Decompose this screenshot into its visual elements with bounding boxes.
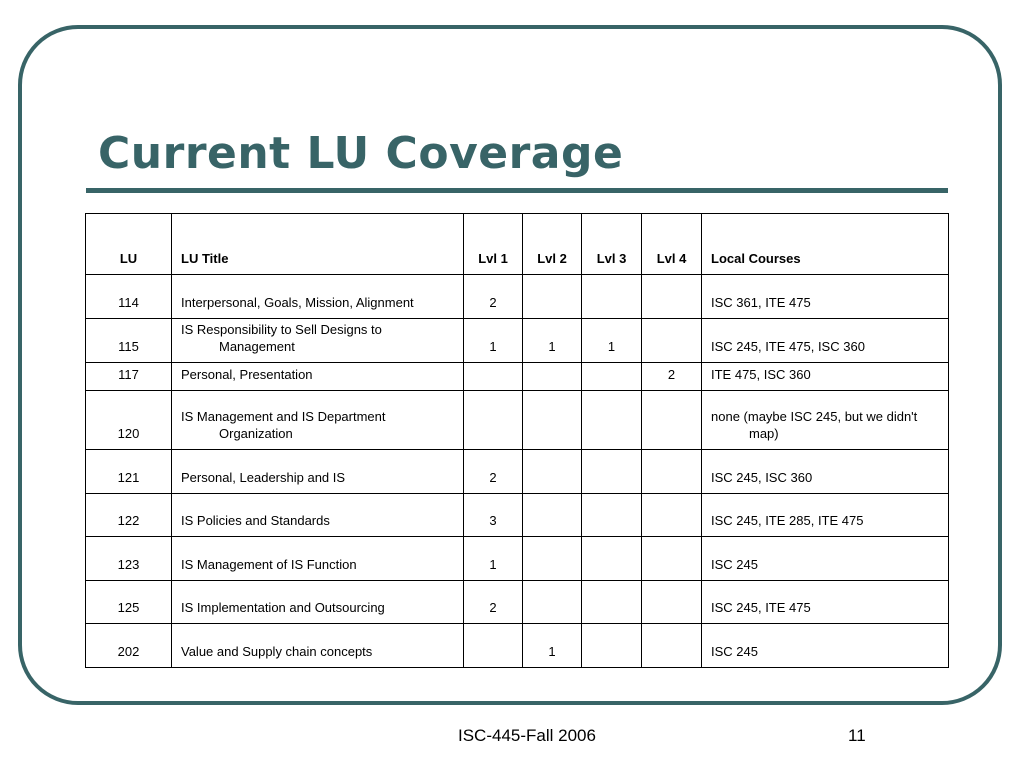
cell-courses-line: ISC 245 — [711, 557, 758, 572]
cell-title-line: Personal, Presentation — [181, 367, 313, 382]
lu-coverage-table — [85, 213, 949, 668]
cell-title-line: IS Responsibility to Sell Designs to — [181, 322, 382, 337]
cell-lvl4 — [642, 319, 702, 363]
table-row — [86, 275, 949, 319]
cell-courses-line: ISC 245 — [711, 644, 758, 659]
header-lu-title: LU Title — [172, 214, 464, 275]
cell-lvl4 — [642, 494, 702, 537]
cell-lvl2: 1 — [523, 624, 582, 668]
cell-title-line: Value and Supply chain concepts — [181, 644, 373, 659]
header-lvl1: Lvl 1 — [464, 214, 523, 275]
cell-title-line-continued: Management — [219, 339, 295, 354]
cell-lvl1: 1 — [464, 537, 523, 581]
cell-lu: 125 — [86, 581, 172, 624]
cell-lvl1: 2 — [464, 450, 523, 494]
cell-courses-line: ITE 475, ISC 360 — [711, 367, 811, 382]
cell-lu: 115 — [86, 319, 172, 363]
cell-lvl2 — [523, 391, 582, 450]
table-row — [86, 319, 949, 363]
cell-courses — [702, 363, 949, 391]
cell-courses-line: ISC 245, ITE 285, ITE 475 — [711, 513, 864, 528]
table-row — [86, 624, 949, 668]
cell-title — [172, 537, 464, 581]
cell-lu: 117 — [86, 363, 172, 391]
table-row — [86, 391, 949, 450]
table-row — [86, 581, 949, 624]
cell-lvl2 — [523, 450, 582, 494]
cell-courses-line: ISC 245, ITE 475, ISC 360 — [711, 339, 865, 354]
cell-lvl3 — [582, 450, 642, 494]
cell-lvl3 — [582, 363, 642, 391]
cell-lvl2 — [523, 537, 582, 581]
cell-lu: 120 — [86, 391, 172, 450]
cell-courses — [702, 275, 949, 319]
cell-lvl1 — [464, 363, 523, 391]
cell-title-line: IS Management and IS Department — [181, 409, 386, 424]
cell-title-line: Interpersonal, Goals, Mission, Alignment — [181, 295, 414, 310]
cell-title-line: IS Implementation and Outsourcing — [181, 600, 385, 615]
cell-title-line: Personal, Leadership and IS — [181, 470, 346, 485]
slide-title: Current LU Coverage — [98, 128, 624, 179]
cell-title — [172, 494, 464, 537]
header-lvl2: Lvl 2 — [523, 214, 582, 275]
cell-lvl4 — [642, 581, 702, 624]
cell-lvl4 — [642, 275, 702, 319]
cell-lu: 122 — [86, 494, 172, 537]
footer-course-label: ISC-445-Fall 2006 — [458, 726, 596, 745]
cell-lvl3 — [582, 624, 642, 668]
cell-courses-line-continued: map) — [749, 426, 779, 441]
cell-lvl4 — [642, 391, 702, 450]
table-row — [86, 537, 949, 581]
table-row — [86, 450, 949, 494]
cell-lvl1: 3 — [464, 494, 523, 537]
cell-title — [172, 319, 464, 363]
cell-courses — [702, 494, 949, 537]
cell-lvl4 — [642, 537, 702, 581]
cell-lvl1: 2 — [464, 581, 523, 624]
header-lvl3: Lvl 3 — [582, 214, 642, 275]
cell-courses-line: none (maybe ISC 245, but we didn't — [711, 409, 918, 424]
cell-lu: 202 — [86, 624, 172, 668]
cell-lvl3 — [582, 391, 642, 450]
cell-courses — [702, 319, 949, 363]
cell-lvl2 — [523, 494, 582, 537]
cell-lvl1 — [464, 624, 523, 668]
cell-lvl2 — [523, 581, 582, 624]
cell-title-line: IS Policies and Standards — [181, 513, 330, 528]
cell-lvl3 — [582, 494, 642, 537]
cell-courses — [702, 581, 949, 624]
header-local-courses: Local Courses — [702, 214, 949, 275]
cell-lu: 121 — [86, 450, 172, 494]
cell-courses-line: ISC 361, ITE 475 — [711, 295, 811, 310]
cell-courses-line: ISC 245, ITE 475 — [711, 600, 811, 615]
cell-courses-line: ISC 245, ISC 360 — [711, 470, 813, 485]
cell-lvl4: 2 — [642, 363, 702, 391]
cell-courses — [702, 537, 949, 581]
cell-title — [172, 363, 464, 391]
cell-courses — [702, 624, 949, 668]
cell-title — [172, 624, 464, 668]
cell-title — [172, 450, 464, 494]
cell-lvl4 — [642, 624, 702, 668]
cell-lvl2: 1 — [523, 319, 582, 363]
cell-lvl3 — [582, 275, 642, 319]
cell-title — [172, 581, 464, 624]
header-lu: LU — [86, 214, 172, 275]
cell-lu: 123 — [86, 537, 172, 581]
cell-title — [172, 391, 464, 450]
cell-lvl2 — [523, 363, 582, 391]
cell-lvl1 — [464, 391, 523, 450]
header-lvl4: Lvl 4 — [642, 214, 702, 275]
cell-lvl3: 1 — [582, 319, 642, 363]
footer-page-number: 11 — [848, 726, 866, 745]
cell-title — [172, 275, 464, 319]
cell-lu: 114 — [86, 275, 172, 319]
cell-lvl1: 1 — [464, 319, 523, 363]
table-header-row — [86, 214, 949, 275]
cell-title-line-continued: Organization — [219, 426, 293, 441]
cell-lvl2 — [523, 275, 582, 319]
cell-lvl4 — [642, 450, 702, 494]
table-row — [86, 494, 949, 537]
table-row — [86, 363, 949, 391]
cell-courses — [702, 450, 949, 494]
cell-courses — [702, 391, 949, 450]
cell-lvl3 — [582, 537, 642, 581]
cell-lvl1: 2 — [464, 275, 523, 319]
cell-lvl3 — [582, 581, 642, 624]
title-underline — [86, 188, 948, 193]
cell-title-line: IS Management of IS Function — [181, 557, 357, 572]
